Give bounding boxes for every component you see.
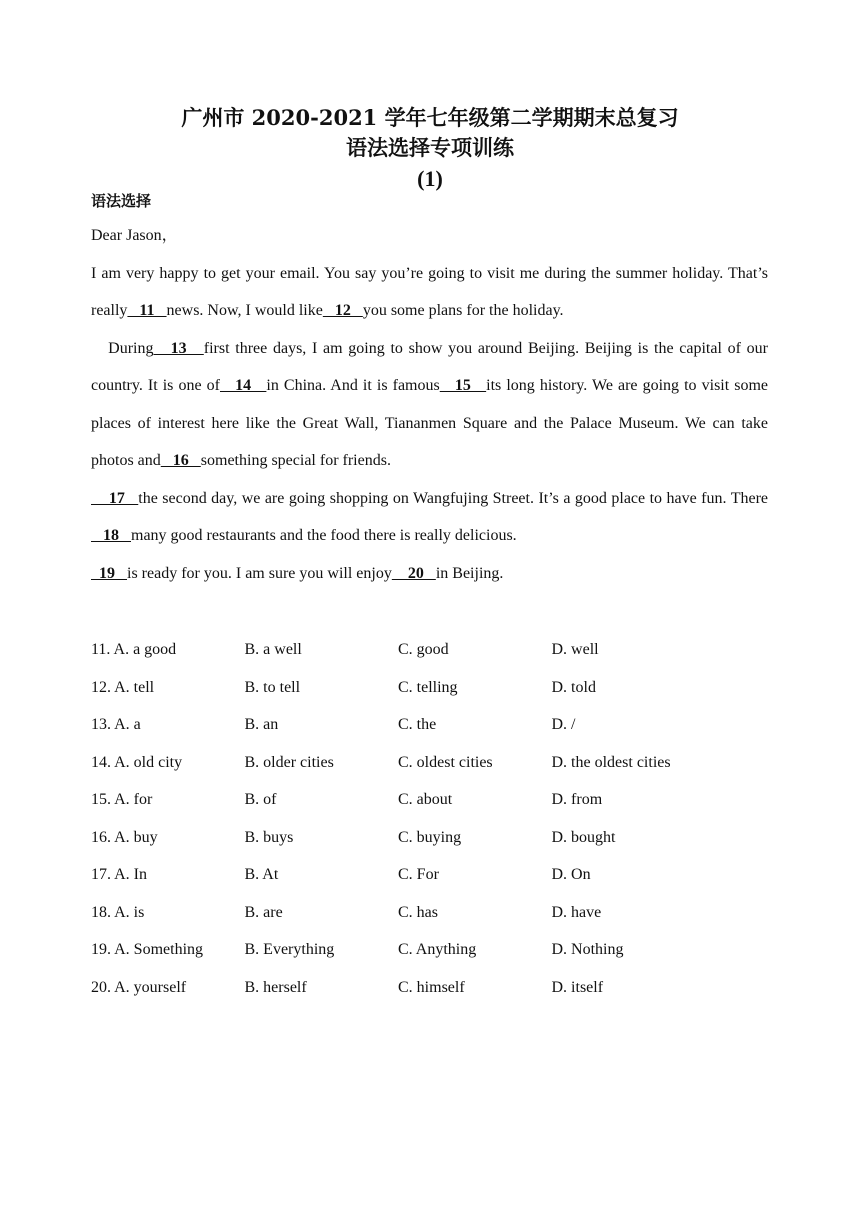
section-label: 语法选择 <box>91 192 152 210</box>
question-row <box>91 631 768 669</box>
doc-subtitle: 语法选择专项训练 <box>346 135 514 160</box>
question-row <box>91 894 768 932</box>
question-row <box>91 969 768 1007</box>
option-d: D. from <box>551 791 603 808</box>
paragraph-1: I am very happy to get your email. You say you’re going to visit me during the summer holiday. That’s really 11 news. Now, I would like 12 you some plans for the holiday. <box>91 264 768 319</box>
blank-13: 13 <box>153 339 204 357</box>
option-a: 11. A. a good <box>91 641 177 658</box>
option-b: B. a well <box>244 641 302 658</box>
option-c: C. For <box>398 866 439 883</box>
blank-16: 16 <box>160 452 201 469</box>
option-d: D. well <box>551 641 599 658</box>
question-row <box>91 669 768 707</box>
option-b: B. herself <box>244 978 307 996</box>
option-b: B. older cities <box>244 753 334 771</box>
paragraph-4: 19 is ready for you. I am sure you will enjoy 20 in Beijing. <box>91 564 504 582</box>
option-a: 15. A. for <box>91 791 153 808</box>
option-a: 16. A. buy <box>91 828 158 846</box>
question-row <box>91 781 768 819</box>
letter-greeting: Dear Jason， <box>91 227 178 244</box>
letter-passage <box>91 217 768 592</box>
question-row <box>91 744 768 782</box>
option-c: C. Anything <box>398 941 477 958</box>
paragraph-2: During 13 first three days, I am going to show you around Beijing. Beijing is the capital of our country. It is one of 14 in China. And it is famous 15 its long history. We are going to visit some places of interest here like the Great Wall, Tiananmen Square and the Palace Museum. We can take photos and 16 something special for friends. <box>91 339 769 469</box>
option-c: C. good <box>398 641 449 658</box>
option-c: C. the <box>398 716 437 733</box>
blank-14: 14 <box>219 377 267 394</box>
option-c: C. about <box>398 791 453 808</box>
option-c: C. has <box>398 903 438 921</box>
option-b: B. Everything <box>244 941 335 958</box>
option-d: D. itself <box>551 978 604 996</box>
option-d: D. bought <box>551 828 616 846</box>
option-a: 20. A. yourself <box>91 978 187 996</box>
option-d: D. have <box>551 903 602 921</box>
paragraph-3: 17 the second day, we are going shopping on Wangfujing Street. It’s a good place to have fun. There 18 many good restaurants and the food there is really delicious. <box>91 489 768 544</box>
blank-17: 17 <box>91 489 139 507</box>
option-a: 17. A. In <box>91 866 147 883</box>
option-a: 19. A. Something <box>91 941 204 958</box>
question-row <box>91 931 768 969</box>
question-row <box>91 819 768 857</box>
option-c: C. buying <box>398 828 462 846</box>
blank-11: 11 <box>127 302 167 319</box>
question-row <box>91 706 768 744</box>
option-d: D. Nothing <box>551 941 624 958</box>
option-b: B. are <box>244 903 283 921</box>
option-d: D. told <box>551 678 596 696</box>
option-b: B. of <box>244 791 277 808</box>
doc-number: (1) <box>417 166 443 191</box>
option-c: C. telling <box>398 678 458 696</box>
blank-15: 15 <box>439 377 487 394</box>
option-b: B. to tell <box>244 678 301 696</box>
option-b: B. buys <box>244 828 294 846</box>
option-d: D. On <box>551 866 591 883</box>
blank-19: 19 <box>91 564 127 582</box>
blank-12: 12 <box>322 302 363 319</box>
question-row <box>91 856 768 894</box>
option-d: D. the oldest cities <box>551 753 671 771</box>
option-c: C. himself <box>398 978 465 996</box>
option-c: C. oldest cities <box>398 753 493 771</box>
answer-options <box>91 631 768 1006</box>
option-d: D. / <box>551 716 576 733</box>
doc-title: 广州市 2020-2021 学年七年级第二学期期末总复习 <box>181 105 679 130</box>
option-a: 12. A. tell <box>91 678 155 696</box>
blank-20: 20 <box>391 564 436 582</box>
option-a: 13. A. a <box>91 716 141 733</box>
option-b: B. an <box>244 716 279 733</box>
blank-18: 18 <box>91 527 131 544</box>
option-b: B. At <box>244 866 279 883</box>
option-a: 18. A. is <box>91 903 145 921</box>
option-a: 14. A. old city <box>91 753 183 771</box>
